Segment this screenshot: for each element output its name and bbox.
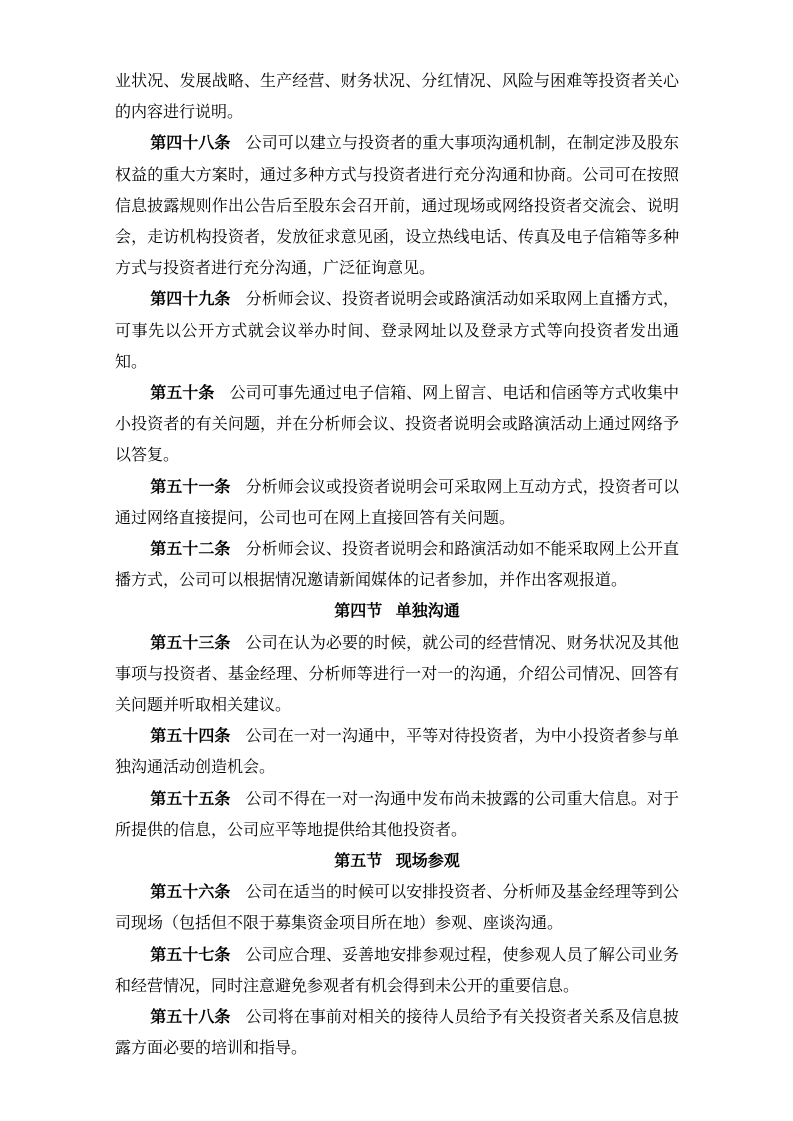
article-text: 分析师会议、投资者说明会或路演活动如采取网上直播方式，可事先以公开方式就会议举办时间、登录网址以及登录方式等向投资者发出通知。 xyxy=(115,291,679,371)
article-number: 第五十五条 xyxy=(150,790,231,808)
section-number: 第五节 xyxy=(334,853,383,871)
article-text: 公司不得在一对一沟通中发布尚未披露的公司重大信息。对于所提供的信息，公司应平等地提供给其他投资者。 xyxy=(115,790,679,839)
section-title: 单独沟通 xyxy=(395,603,460,621)
section-title: 现场参观 xyxy=(395,853,460,871)
article-text: 分析师会议、投资者说明会和路演活动如不能采取网上公开直播方式，公司可以根据情况邀请新闻媒体的记者参加，并作出客观报道。 xyxy=(115,541,679,590)
section-number: 第四节 xyxy=(334,603,383,621)
article-number: 第四十九条 xyxy=(150,291,231,309)
article-paragraph xyxy=(115,628,679,722)
article-text: 公司在一对一沟通中，平等对待投资者，为中小投资者参与单独沟通活动创造机会。 xyxy=(115,728,679,777)
document-body xyxy=(115,66,679,1065)
article-paragraph xyxy=(115,784,679,846)
article-paragraph xyxy=(115,472,679,534)
article-number: 第五十四条 xyxy=(150,728,231,746)
article-number: 第五十一条 xyxy=(150,478,231,496)
article-text: 公司可以建立与投资者的重大事项沟通机制，在制定涉及股东权益的重大方案时，通过多种方式与投资者进行充分沟通和协商。公司可在按照信息披露规则作出公告后至股东会召开前，通过现场或网络投资者交流会、说明会，走访机构投资者，发放征求意见函，设立热线电话、传真及电子信箱等多种方式与投资者进行充分沟通，广泛征询意见。 xyxy=(115,135,679,278)
section-heading xyxy=(115,596,679,627)
article-paragraph xyxy=(115,378,679,472)
article-paragraph xyxy=(115,877,679,939)
article-number: 第五十条 xyxy=(150,385,215,403)
article-number: 第四十八条 xyxy=(150,135,231,153)
continuation-paragraph xyxy=(115,66,679,128)
article-text: 分析师会议或投资者说明会可采取网上互动方式，投资者可以通过网络直接提问，公司也可在网上直接回答有关问题。 xyxy=(115,478,679,527)
article-paragraph xyxy=(115,1002,679,1064)
article-paragraph xyxy=(115,534,679,596)
article-number: 第五十七条 xyxy=(150,946,231,964)
article-text: 公司在适当的时候可以安排投资者、分析师及基金经理等到公司现场（包括但不限于募集资金项目所在地）参观、座谈沟通。 xyxy=(115,884,679,933)
paragraph-text: 业状况、发展战略、生产经营、财务状况、分红情况、风险与困难等投资者关心的内容进行说明。 xyxy=(115,73,679,122)
article-number: 第五十二条 xyxy=(150,541,231,559)
article-paragraph xyxy=(115,940,679,1002)
article-paragraph xyxy=(115,128,679,284)
article-paragraph xyxy=(115,721,679,783)
article-text: 公司应合理、妥善地安排参观过程，使参观人员了解公司业务和经营情况，同时注意避免参观者有机会得到未公开的重要信息。 xyxy=(115,946,679,995)
article-number: 第五十六条 xyxy=(150,884,231,902)
section-heading xyxy=(115,846,679,877)
article-text: 公司在认为必要的时候，就公司的经营情况、财务状况及其他事项与投资者、基金经理、分析师等进行一对一的沟通，介绍公司情况、回答有关问题并听取相关建议。 xyxy=(115,634,679,715)
article-text: 公司将在事前对相关的接待人员给予有关投资者关系及信息披露方面必要的培训和指导。 xyxy=(115,1009,679,1058)
article-number: 第五十三条 xyxy=(150,634,231,652)
article-paragraph xyxy=(115,284,679,378)
article-text: 公司可事先通过电子信箱、网上留言、电话和信函等方式收集中小投资者的有关问题，并在分析师会议、投资者说明会或路演活动上通过网络予以答复。 xyxy=(115,385,679,465)
article-number: 第五十八条 xyxy=(150,1009,231,1027)
